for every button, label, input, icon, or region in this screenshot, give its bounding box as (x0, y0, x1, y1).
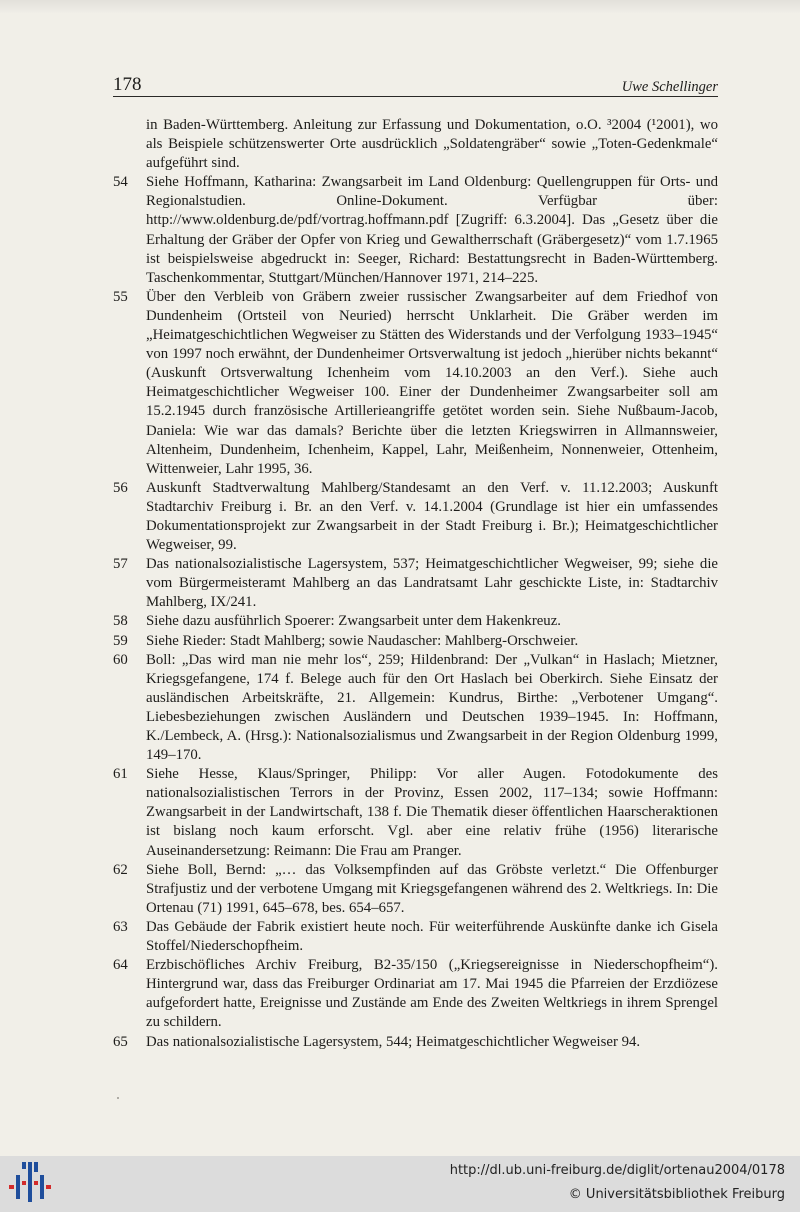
footnote-text: Erzbischöfliches Archiv Freiburg, B2-35/150 („Kriegsereignisse in Niederschopfheim“). Hintergrund war, dass das Freiburger Ordinariat am 17. Mai 1945 die Pfarreien der Erzdiözese aufgefordert hatte, Ereignisse und Zustände am Ende des Zweiten Weltkriegs in ihrem Sprengel zu schildern. (146, 957, 718, 1031)
footnote-number: 58 (113, 613, 128, 630)
footnote-number: 55 (113, 288, 128, 305)
viewer-footer (0, 1156, 800, 1212)
footnote-number: 62 (113, 861, 128, 878)
footnote-number: 54 (113, 174, 128, 191)
footnote-number: 60 (113, 651, 128, 668)
footnote-63 (113, 918, 718, 956)
footnote-65 (113, 1033, 718, 1052)
footnote-number: 63 (113, 918, 128, 935)
footnote-text: Siehe Boll, Bernd: „… das Volksempfinden auf das Gröbste verletzt.“ Die Offenburger Strafjustiz und der verbotene Umgang mit Kriegsgefangenen während des 2. Weltkriegs. In: Die Ortenau (71) 1991, 645–678, bes. 654–657. (146, 861, 718, 916)
footnote-number: 64 (113, 957, 128, 974)
footnote-55 (113, 288, 718, 479)
ub-freiburg-logo-icon (8, 1161, 52, 1207)
footnote-text: Das nationalsozialistische Lagersystem, 544; Heimatgeschichtlicher Wegweiser 94. (146, 1033, 641, 1050)
footnote-number: 59 (113, 632, 128, 649)
page-header (113, 74, 718, 98)
document-url-link[interactable]: http://dl.ub.uni-freiburg.de/diglit/ortenau2004/0178 (449, 1163, 785, 1178)
footnote-60 (113, 651, 718, 766)
footnote-text: Siehe Hesse, Klaus/Springer, Philipp: Vor aller Augen. Fotodokumente des nationalsozialistischen Terrors in der Provinz, Essen 2002, 117–134; sowie Hoffmann: Zwangsarbeit in der Landwirtschaft, 138 f. Die Thematik dieser öffentlichen Haarscheraktionen ist bislang noch kaum erforscht. Vgl. aber eine relativ frühe (1956) literarische Auseinandersetzung: Reimann: Die Frau am Pranger. (146, 766, 718, 859)
footnote-54 (113, 173, 718, 288)
copyright-notice: © Universitätsbibliothek Freiburg (568, 1187, 785, 1202)
running-head: Uwe Schellinger (621, 79, 718, 95)
footnote-text: Das nationalsozialistische Lagersystem, 537; Heimatgeschichtlicher Wegweiser, 99; siehe die vom Bürgermeisteramt Mahlberg an das Landratsamt Lahr geschickte Liste, in: Stadtarchiv Mahlberg, IX/241. (146, 556, 718, 611)
footnote-text: Siehe dazu ausführlich Spoerer: Zwangsarbeit unter dem Hakenkreuz. (146, 613, 561, 630)
footnote-number: 56 (113, 479, 128, 496)
footnote-number: 61 (113, 766, 128, 783)
page-number: 178 (113, 74, 142, 95)
header-rule (113, 96, 718, 97)
footnote-text: Über den Verbleib von Gräbern zweier russischer Zwangsarbeiter auf dem Friedhof von Dundenheim (Ortsteil von Neuried) herrscht Unklarheit. Die Gräber werden im „Heimatgeschichtlichen Wegweiser zu Stätten des Widerstands und der Verfolgung 1933–1945“ von 1997 noch erwähnt, der Dundenheimer Ortsverwaltung ist jedoch „hierüber nichts bekannt“ (Auskunft Ortsverwaltung Ichenheim vom 14.10.2003 an den Verf.). Siehe auch Heimatgeschichtlicher Wegweiser 100. Einer der Dundenheimer Zwangsarbeiter soll am 15.2.1945 durch französische Artillerieangriffe getötet worden sein. Siehe Nußbaum-Jacob, Daniela: Wie war das damals? Berichte über die letzten Kriegswirren in Allmannsweier, Altenheim, Dundenheim, Ichenheim, Kappel, Lahr, Meißenheim, Nonnenweier, Ottenheim, Wittenweier, Lahr 1995, 36. (146, 288, 718, 477)
footnote-text: Das Gebäude der Fabrik existiert heute noch. Für weiterführende Auskünfte danke ich Gisela Stoffel/Niederschopfheim. (146, 918, 718, 955)
scan-speck (117, 1097, 119, 1099)
footnote-number: 65 (113, 1033, 128, 1050)
footnote-text: Auskunft Stadtverwaltung Mahlberg/Standesamt an den Verf. v. 11.12.2003; Auskunft Stadtarchiv Freiburg i. Br. an den Verf. v. 14.1.2004 (Grundlage ist hier ein umfassendes Dokumentationsprojekt zur Zwangsarbeit in der Stadt Freiburg i. Br.); Heimatgeschichtlicher Wegweiser, 99. (146, 479, 718, 554)
footnote-number: 57 (113, 556, 128, 573)
footnote-text: in Baden-Württemberg. Anleitung zur Erfassung und Dokumentation, o.O. ³2004 (¹2001), wo als Beispiele schützenswerter Orte ausdrücklich „Soldatengräber“ sowie „Toten-Gedenkmale“ aufgeführt sind. (146, 117, 718, 172)
footnote-62 (113, 861, 718, 918)
footnote-text: Siehe Hoffmann, Katharina: Zwangsarbeit im Land Oldenburg: Quellengruppen für Orts- und Regionalstudien. Online-Dokument. Verfügbar über: http://www.oldenburg.de/pdf/vortrag.hoffmann.pdf [Zugriff: 6.3.2004]. Das „Gesetz über die Erhaltung der Gräber der Opfer von Krieg und Gewaltherrschaft (Gräbergesetz)“ vom 1.7.1965 ist beispielsweise abgedruckt in: Seeger, Richard: Bestattungsrecht in Baden-Württemberg. Taschenkommentar, Stuttgart/München/Hannover 1971, 214–225. (146, 174, 718, 286)
footnote-text: Siehe Rieder: Stadt Mahlberg; sowie Naudascher: Mahlberg-Orschweier. (146, 632, 579, 649)
footnote-59 (113, 632, 718, 651)
footnote-57 (113, 555, 718, 612)
footnote-61 (113, 765, 718, 860)
page-top-edge (0, 0, 800, 14)
footnote-64 (113, 956, 718, 1032)
footnote-58 (113, 612, 718, 631)
footnote-continued (113, 116, 718, 173)
footnote-text: Boll: „Das wird man nie mehr los“, 259; Hildenbrand: Der „Vulkan“ in Haslach; Mietzner, Kriegsgefangene, 174 f. Belege auch für den Ort Haslach bei Oberkirch. Siehe Einsatz der ausländischen Arbeitskräfte, 21. Allgemein: Kundrus, Birthe: „Verbotener Umgang“. Liebesbeziehungen zwischen Ausländern und Deutschen 1939–1945. In: Hoffmann, K./Lembeck, A. (Hrsg.): Nationalsozialismus und Zwangsarbeit in der Region Oldenburg 1999, 149–170. (146, 651, 718, 764)
footnotes (113, 116, 718, 1052)
footnote-56 (113, 479, 718, 555)
